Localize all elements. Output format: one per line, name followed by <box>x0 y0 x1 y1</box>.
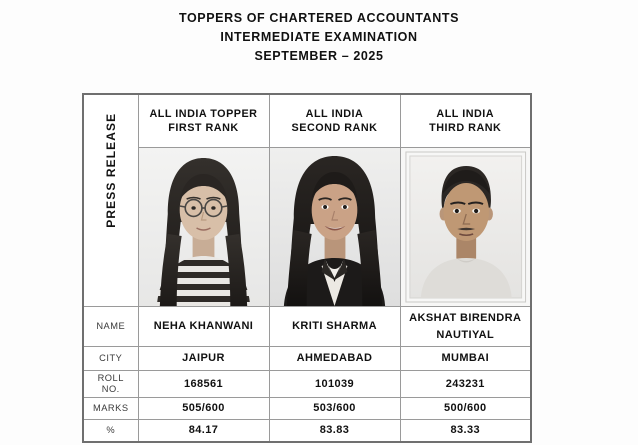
row-label-percentage-line1: % <box>106 425 116 435</box>
cell-city-first-rank-line1: JAIPUR <box>182 352 225 364</box>
column-header-first-rank-line2: FIRST RANK <box>168 122 239 134</box>
cell-percentage-third-rank-line1: 83.33 <box>450 424 481 436</box>
photo-cell-second-rank <box>269 148 400 307</box>
row-label-name <box>83 307 138 347</box>
press-release-side-label <box>83 94 138 307</box>
row-label-city <box>83 347 138 371</box>
row-label-city-line1: CITY <box>99 353 123 363</box>
table-row <box>83 398 531 420</box>
cell-name-third-rank-line1: AKSHAT BIRENDRA <box>409 311 522 324</box>
cell-marks-second-rank <box>269 398 400 420</box>
row-label-roll-no-line1: ROLL <box>97 373 124 383</box>
column-header-third-rank <box>400 94 531 148</box>
column-header-third-rank-line2: THIRD RANK <box>429 122 502 134</box>
column-header-second-rank-line2: SECOND RANK <box>291 122 378 134</box>
page-title-line-1: TOPPERS OF CHARTERED ACCOUNTANTS <box>178 11 460 25</box>
cell-roll-no-first-rank <box>138 371 269 398</box>
row-label-roll-no <box>83 371 138 398</box>
row-label-marks-line1: MARKS <box>92 403 129 413</box>
table-row <box>83 420 531 443</box>
photo-first-rank <box>139 148 269 306</box>
photo-third-rank <box>401 148 531 306</box>
cell-percentage-first-rank-line1: 84.17 <box>188 424 219 436</box>
cell-roll-no-third-rank <box>400 371 531 398</box>
cell-roll-no-second-rank-line1: 101039 <box>314 377 355 390</box>
cell-marks-second-rank-line1: 503/600 <box>313 402 356 414</box>
cell-name-third-rank-line2: NAUTIYAL <box>436 328 495 341</box>
table-row <box>83 347 531 371</box>
cell-percentage-second-rank <box>269 420 400 443</box>
column-header-first-rank <box>138 94 269 148</box>
page-title-line-2: INTERMEDIATE EXAMINATION <box>220 30 418 44</box>
press-release-text: PRESS RELEASE <box>103 112 118 228</box>
cell-city-third-rank <box>400 347 531 371</box>
cell-roll-no-first-rank-line1: 168561 <box>183 377 224 390</box>
page-title-line-3: SEPTEMBER – 2025 <box>254 49 384 63</box>
cell-city-second-rank-line1: AHMEDABAD <box>296 352 373 364</box>
table-header-row <box>83 94 531 148</box>
cell-city-second-rank <box>269 347 400 371</box>
cell-roll-no-third-rank-line1: 243231 <box>445 377 485 390</box>
photo-cell-third-rank <box>400 148 531 307</box>
cell-name-second-rank <box>269 307 400 347</box>
row-label-name-line1: NAME <box>96 321 126 331</box>
cell-name-first-rank-line1: NEHA KHANWANI <box>153 320 254 332</box>
row-label-percentage <box>83 420 138 443</box>
cell-marks-third-rank-line1: 500/600 <box>443 402 487 414</box>
column-header-first-rank-line1: ALL INDIA TOPPER <box>149 108 258 120</box>
page-title <box>0 9 638 66</box>
cell-roll-no-second-rank <box>269 371 400 398</box>
toppers-table <box>82 93 532 443</box>
cell-percentage-first-rank <box>138 420 269 443</box>
cell-name-third-rank <box>400 307 531 347</box>
column-header-third-rank-line1: ALL INDIA <box>436 108 495 120</box>
cell-percentage-second-rank-line1: 83.83 <box>319 424 350 436</box>
cell-marks-first-rank-line1: 505/600 <box>182 402 225 414</box>
row-label-roll-no-line2: NO. <box>101 384 120 394</box>
column-header-second-rank-line1: ALL INDIA <box>305 108 364 120</box>
photo-second-rank <box>270 148 400 306</box>
cell-city-first-rank <box>138 347 269 371</box>
cell-marks-third-rank <box>400 398 531 420</box>
cell-city-third-rank-line1: MUMBAI <box>441 352 490 364</box>
column-header-second-rank <box>269 94 400 148</box>
cell-name-second-rank-line1: KRITI SHARMA <box>292 320 377 332</box>
table-row <box>83 307 531 347</box>
cell-percentage-third-rank <box>400 420 531 443</box>
cell-name-first-rank <box>138 307 269 347</box>
cell-marks-first-rank <box>138 398 269 420</box>
row-label-marks <box>83 398 138 420</box>
table-photo-row <box>83 148 531 307</box>
photo-cell-first-rank <box>138 148 269 307</box>
table-row <box>83 371 531 398</box>
